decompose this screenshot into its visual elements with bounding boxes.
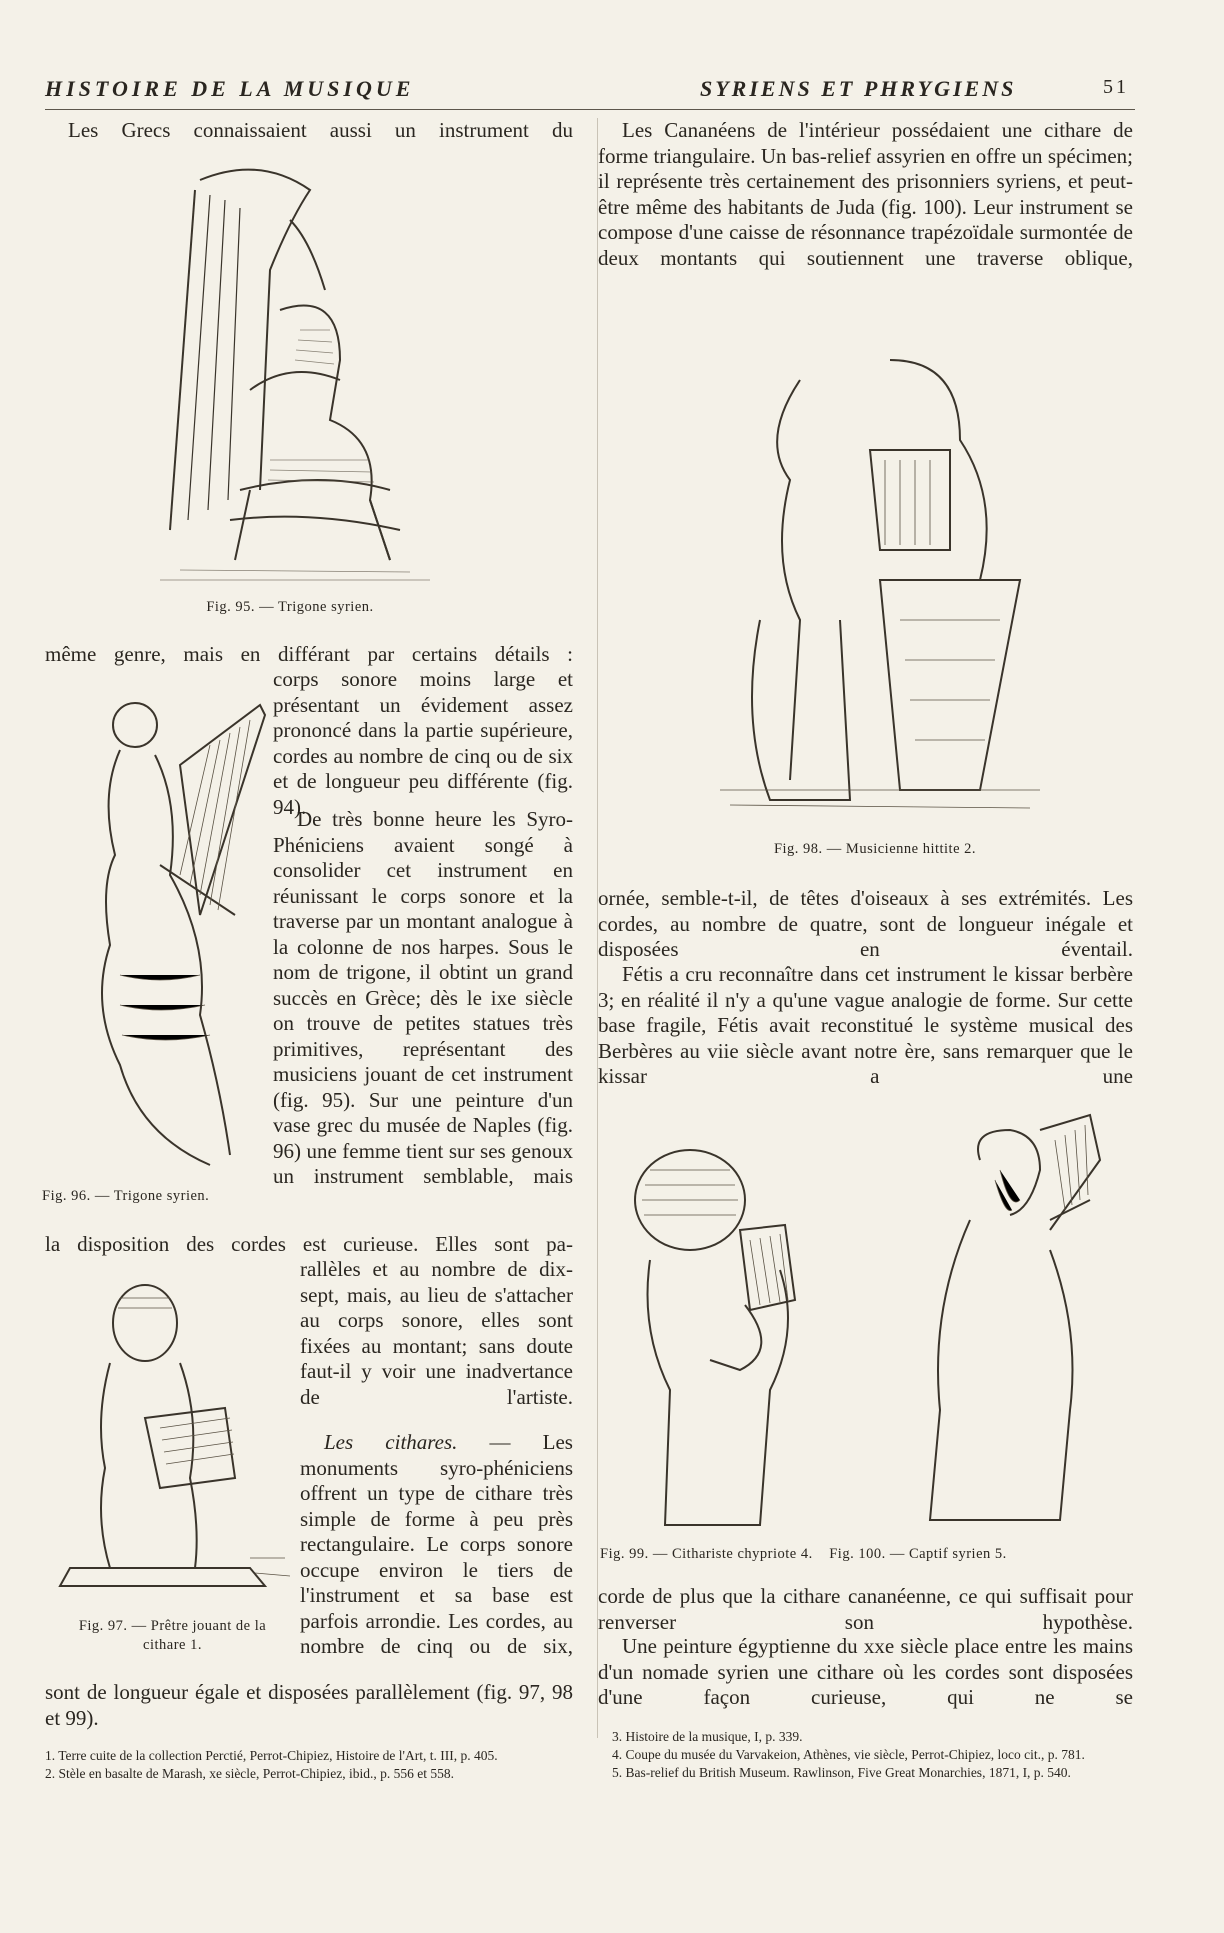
figure-100-caption: Fig. 100. — Captif syrien 5. — [829, 1546, 1007, 1562]
right-footnotes — [612, 1728, 1135, 1782]
figure-96-image — [60, 685, 270, 1185]
figure-100-image — [900, 1110, 1130, 1530]
figure-95-caption: Fig. 95. — Trigone syrien. — [206, 599, 374, 615]
footnote-5: 5. Bas-relief du British Museum. Rawlinson, Five Great Monarchies, 1871, I, p. 540. — [612, 1765, 1071, 1780]
left-paragraph-8: sont de longueur égale et disposées parallèlement (fig. 97, 98 et 99). — [45, 1680, 573, 1730]
left-paragraph-4: De très bonne heure les Syro-Phéniciens avaient songé à consolider cet instrument en réunissant le corps sonore et la traverse par un montant analogue à la colonne de nos harpes. Sous le nom de trigone, il obtint un grand succès en Grèce; dès le ixe siècle on trouve de petites statues très primitives, représentant des musiciens jouant de cet instrument (fig. 95). Sur une peinture d'un vase grec du musée de Naples (fig. 96) une femme tient sur ses genoux un instrument semblable, mais — [273, 807, 573, 1188]
figure-99-100-captions — [600, 1545, 1135, 1564]
left-paragraph-1: Les Grecs connaissaient aussi un instrument du — [68, 118, 573, 142]
footnote-3: 3. Histoire de la musique, I, p. 339. — [612, 1729, 803, 1744]
footnote-4: 4. Coupe du musée du Varvakeion, Athènes, vie siècle, Perrot-Chipiez, loco cit., p. 781. — [612, 1747, 1085, 1762]
left-footnotes — [45, 1747, 573, 1783]
left-paragraph-7: Les cithares. — Les monuments syro-phéniciens offrent un type de cithare très simple de forme à peu près rectangulaire. Le corps sonore occupe environ le tiers de l'instrument et sa base est parfois arrondie. Les cordes, au nombre de cinq ou de six, — [300, 1430, 573, 1658]
figure-96-caption: Fig. 96. — Trigone syrien. — [42, 1188, 210, 1204]
figure-98-image — [700, 320, 1050, 820]
figure-95-image — [140, 160, 450, 590]
left-paragraph-5: la disposition des cordes est curieuse. Elles sont pa- — [45, 1232, 573, 1256]
running-head-left: HISTOIRE DE LA MUSIQUE — [45, 76, 415, 101]
page-number: 51 — [1103, 76, 1129, 98]
footnote-2: 2. Stèle en basalte de Marash, xe siècle, Perrot-Chipiez, ibid., p. 556 et 558. — [45, 1766, 455, 1781]
running-head-right: SYRIENS ET PHRYGIENS — [700, 76, 1017, 101]
footnote-1: 1. Terre cuite de la collection Perctié, Perrot-Chipiez, Histoire de l'Art, t. III, p. 405. — [45, 1748, 498, 1763]
right-paragraph-2: ornée, semble-t-il, de têtes d'oiseaux à ses extrémités. Les cordes, au nombre de quatre, sont de longueur inégale et disposées en éventail. — [598, 886, 1133, 961]
figure-97-caption: Fig. 97. — Prêtre jouant de la cithare 1. — [78, 1618, 267, 1653]
right-paragraph-5: Une peinture égyptienne du xxe siècle place entre les mains d'un nomade syrien une cithare où les cordes sont disposées d'une façon curieuse, qui ne se — [598, 1634, 1133, 1709]
figure-98-caption: Fig. 98. — Musicienne hittite 2. — [773, 841, 977, 857]
left-paragraph-3: corps sonore moins large et présentant un évidement assez prononcé dans la partie supérieure, cordes au nombre de cinq ou de six et de longueur peu différente (fig. 94). — [273, 667, 573, 819]
right-paragraph-1: Les Cananéens de l'intérieur possédaient une cithare de forme triangulaire. Un bas-relief assyrien en offre un spécimen; il représente très certainement des prisonniers syriens, et peut-être même des habitants de Juda (fig. 100). Leur instrument se compose d'une caisse de résonnance trapézoïdale surmontée de deux montants qui soutiennent une traverse oblique, — [598, 118, 1133, 270]
figure-97-image — [50, 1268, 290, 1598]
right-paragraph-4: corde de plus que la cithare cananéenne, ce qui suffisait pour renverser son hypothèse. — [598, 1584, 1133, 1634]
left-paragraph-6: rallèles et au nombre de dix-sept, mais, au lieu de s'attacher au corps sonore, elles sont fixées au montant; sans doute faut-il y voir une inadvertance de l'artiste. — [300, 1257, 573, 1409]
figure-99-image — [610, 1130, 880, 1530]
right-paragraph-3: Fétis a cru reconnaître dans cet instrument le kissar berbère 3; en réalité il n'y a qu'une vague analogie de forme. Sur cette base fragile, Fétis avait reconstitué le système musical des Berbères au viie siècle avant notre ère, sans remarquer que le kissar a une — [598, 962, 1133, 1088]
header-rule — [45, 109, 1135, 110]
left-paragraph-2: même genre, mais en différant par certains détails : — [45, 642, 573, 666]
figure-99-caption: Fig. 99. — Cithariste chypriote 4. — [600, 1546, 813, 1562]
